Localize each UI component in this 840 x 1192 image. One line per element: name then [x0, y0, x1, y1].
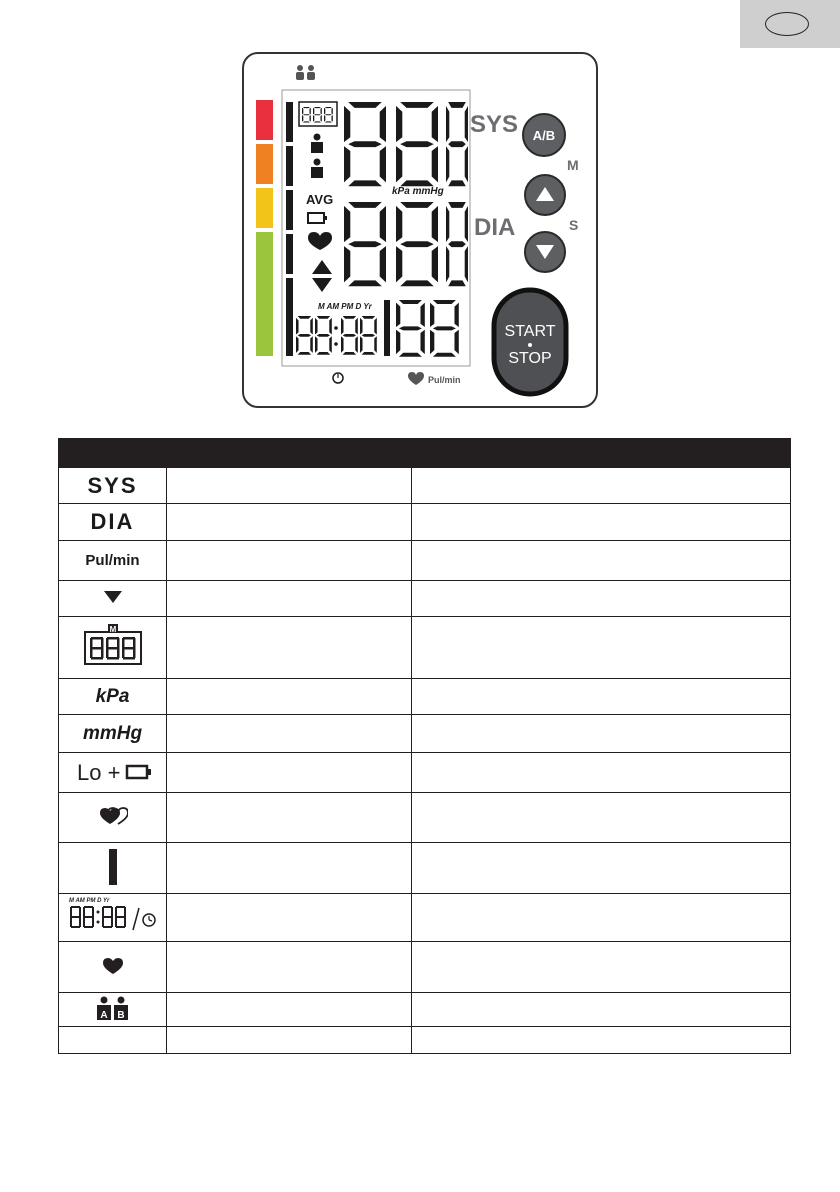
language-oval-icon: [765, 12, 809, 36]
s-label: S: [569, 217, 579, 233]
svg-text:M AM PM D Yr: M AM PM D Yr: [68, 898, 109, 904]
memory-digits-icon: [83, 624, 143, 668]
table-cell-name: [167, 753, 412, 793]
table-cell-description: [412, 793, 791, 843]
table-cell-name: [167, 679, 412, 715]
sys-text-icon: SYS: [59, 468, 167, 504]
table-cell-name: [167, 541, 412, 581]
low-battery-icon: [71, 756, 155, 786]
table-cell-name: [167, 504, 412, 541]
table-cell-name: [167, 1027, 412, 1054]
table-header-row: [59, 439, 791, 468]
sys-label: SYS: [470, 111, 519, 138]
users-icon: [296, 65, 315, 80]
risk-bar-green: [256, 232, 273, 356]
start-stop-button[interactable]: [494, 290, 566, 394]
table-cell-name: [167, 894, 412, 942]
table-cell-name: [167, 617, 412, 679]
table-row: [59, 993, 791, 1027]
table-row: [59, 504, 791, 541]
table-cell-name: [167, 843, 412, 894]
svg-text:A/B: A/B: [532, 128, 556, 143]
table-cell-description: [412, 753, 791, 793]
svg-text:B: B: [116, 1010, 125, 1021]
date-time-clock-icon: [63, 894, 163, 938]
table-header-symbol: [59, 439, 167, 468]
table-row: [59, 942, 791, 993]
table-row: [59, 715, 791, 753]
table-row: [59, 679, 791, 715]
lcd-unit-label: kPa mmHg: [392, 186, 444, 197]
table-cell-name: [167, 942, 412, 993]
svg-text:STOP: STOP: [508, 350, 552, 367]
lcd-pulse-label: Pul/min: [428, 375, 461, 385]
lcd-date-labels: M AM PM D Yr: [318, 302, 372, 311]
svg-text:START: START: [504, 323, 556, 340]
down-triangle-icon: [104, 591, 122, 603]
table-row: [59, 894, 791, 942]
table-cell-description: [412, 679, 791, 715]
ab-button[interactable]: [523, 114, 565, 156]
user-ab-icon: [93, 995, 133, 1021]
table-cell-description: [412, 993, 791, 1027]
table-row: [59, 581, 791, 617]
table-cell-description: [412, 1027, 791, 1054]
table-row: [59, 753, 791, 793]
dia-label: DIA: [474, 214, 516, 241]
lcd-avg-label: AVG: [306, 192, 334, 207]
vertical-bar-icon: [108, 849, 118, 885]
table-cell-symbol: [59, 1027, 167, 1054]
symbols-table: [58, 438, 791, 1054]
table-row: [59, 843, 791, 894]
pul-min-text-icon: Pul/min: [59, 541, 167, 581]
table-cell-description: [412, 843, 791, 894]
pulse-heart-icon: [408, 372, 424, 385]
table-row: [59, 793, 791, 843]
table-cell-name: [167, 993, 412, 1027]
table-row: [59, 1027, 791, 1054]
heart-icon: [102, 957, 124, 975]
language-tab: [740, 0, 840, 48]
table-row: [59, 468, 791, 504]
table-cell-description: [412, 468, 791, 504]
dia-text-icon: DIA: [59, 504, 167, 541]
table-cell-description: [412, 581, 791, 617]
up-button[interactable]: [525, 175, 565, 215]
table-cell-description: [412, 541, 791, 581]
table-header-description: [412, 439, 791, 468]
risk-bar-red: [256, 100, 273, 140]
table-cell-name: [167, 581, 412, 617]
table-row: [59, 617, 791, 679]
table-cell-name: [167, 468, 412, 504]
table-cell-name: [167, 793, 412, 843]
table-row: [59, 541, 791, 581]
table-header-name: [167, 439, 412, 468]
table-cell-name: [167, 715, 412, 753]
table-cell-description: [412, 617, 791, 679]
down-button[interactable]: [525, 232, 565, 272]
device-display-illustration: [242, 52, 598, 408]
table-cell-description: [412, 894, 791, 942]
kpa-text-icon: kPa: [59, 679, 167, 715]
risk-bar-orange: [256, 144, 273, 184]
svg-text:M: M: [109, 625, 116, 634]
risk-bar-yellow: [256, 188, 273, 228]
m-label: M: [567, 157, 579, 173]
table-cell-description: [412, 504, 791, 541]
table-cell-description: [412, 942, 791, 993]
mmhg-text-icon: mmHg: [59, 715, 167, 753]
irregular-heartbeat-icon: [98, 807, 128, 825]
table-cell-description: [412, 715, 791, 753]
svg-text:Lo +: Lo +: [76, 760, 120, 785]
svg-text:A: A: [99, 1010, 108, 1021]
